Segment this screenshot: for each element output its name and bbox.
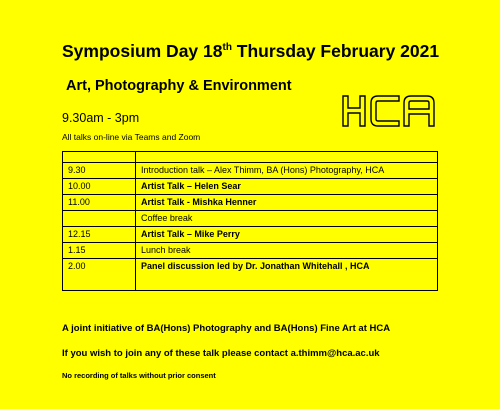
event-time: 9.30am - 3pm bbox=[62, 111, 140, 125]
page-subtitle: Art, Photography & Environment bbox=[66, 78, 292, 94]
table-row bbox=[63, 179, 438, 195]
table-row bbox=[63, 211, 438, 227]
time-cell: 2.00 bbox=[63, 259, 136, 291]
time-cell: 12.15 bbox=[63, 227, 136, 243]
event-cell: Artist Talk – Mike Perry bbox=[136, 227, 438, 243]
title-rest: Thursday February 2021 bbox=[231, 41, 440, 61]
schedule-table bbox=[62, 151, 438, 291]
title-main: Symposium Day 18 bbox=[62, 41, 223, 61]
time-cell: 1.15 bbox=[63, 243, 136, 259]
event-cell: Artist Talk - Mishka Henner bbox=[136, 195, 438, 211]
page-title bbox=[62, 41, 439, 62]
event-cell: Artist Talk – Helen Sear bbox=[136, 179, 438, 195]
hca-logo bbox=[342, 95, 435, 127]
event-cell: Introduction talk – Alex Thimm, BA (Hons) Photography, HCA bbox=[136, 163, 438, 179]
table-row bbox=[63, 259, 438, 291]
event-cell: Panel discussion led by Dr. Jonathan Whitehall , HCA bbox=[136, 259, 438, 291]
table-cell bbox=[63, 152, 136, 163]
table-row bbox=[63, 243, 438, 259]
table-row bbox=[63, 163, 438, 179]
contact-note: If you wish to join any of these talk please contact a.thimm@hca.ac.uk bbox=[62, 348, 380, 359]
time-cell: 11.00 bbox=[63, 195, 136, 211]
online-note: All talks on-line via Teams and Zoom bbox=[62, 132, 201, 142]
table-row-header bbox=[63, 152, 438, 163]
event-cell: Lunch break bbox=[136, 243, 438, 259]
time-cell: 9.30 bbox=[63, 163, 136, 179]
table-cell bbox=[136, 152, 438, 163]
time-cell bbox=[63, 211, 136, 227]
recording-note: No recording of talks without prior consent bbox=[62, 371, 216, 380]
table-row bbox=[63, 227, 438, 243]
table-row bbox=[63, 195, 438, 211]
time-cell: 10.00 bbox=[63, 179, 136, 195]
event-cell: Coffee break bbox=[136, 211, 438, 227]
title-ordinal-suffix: th bbox=[222, 42, 232, 53]
initiative-note: A joint initiative of BA(Hons) Photography and BA(Hons) Fine Art at HCA bbox=[62, 323, 391, 334]
